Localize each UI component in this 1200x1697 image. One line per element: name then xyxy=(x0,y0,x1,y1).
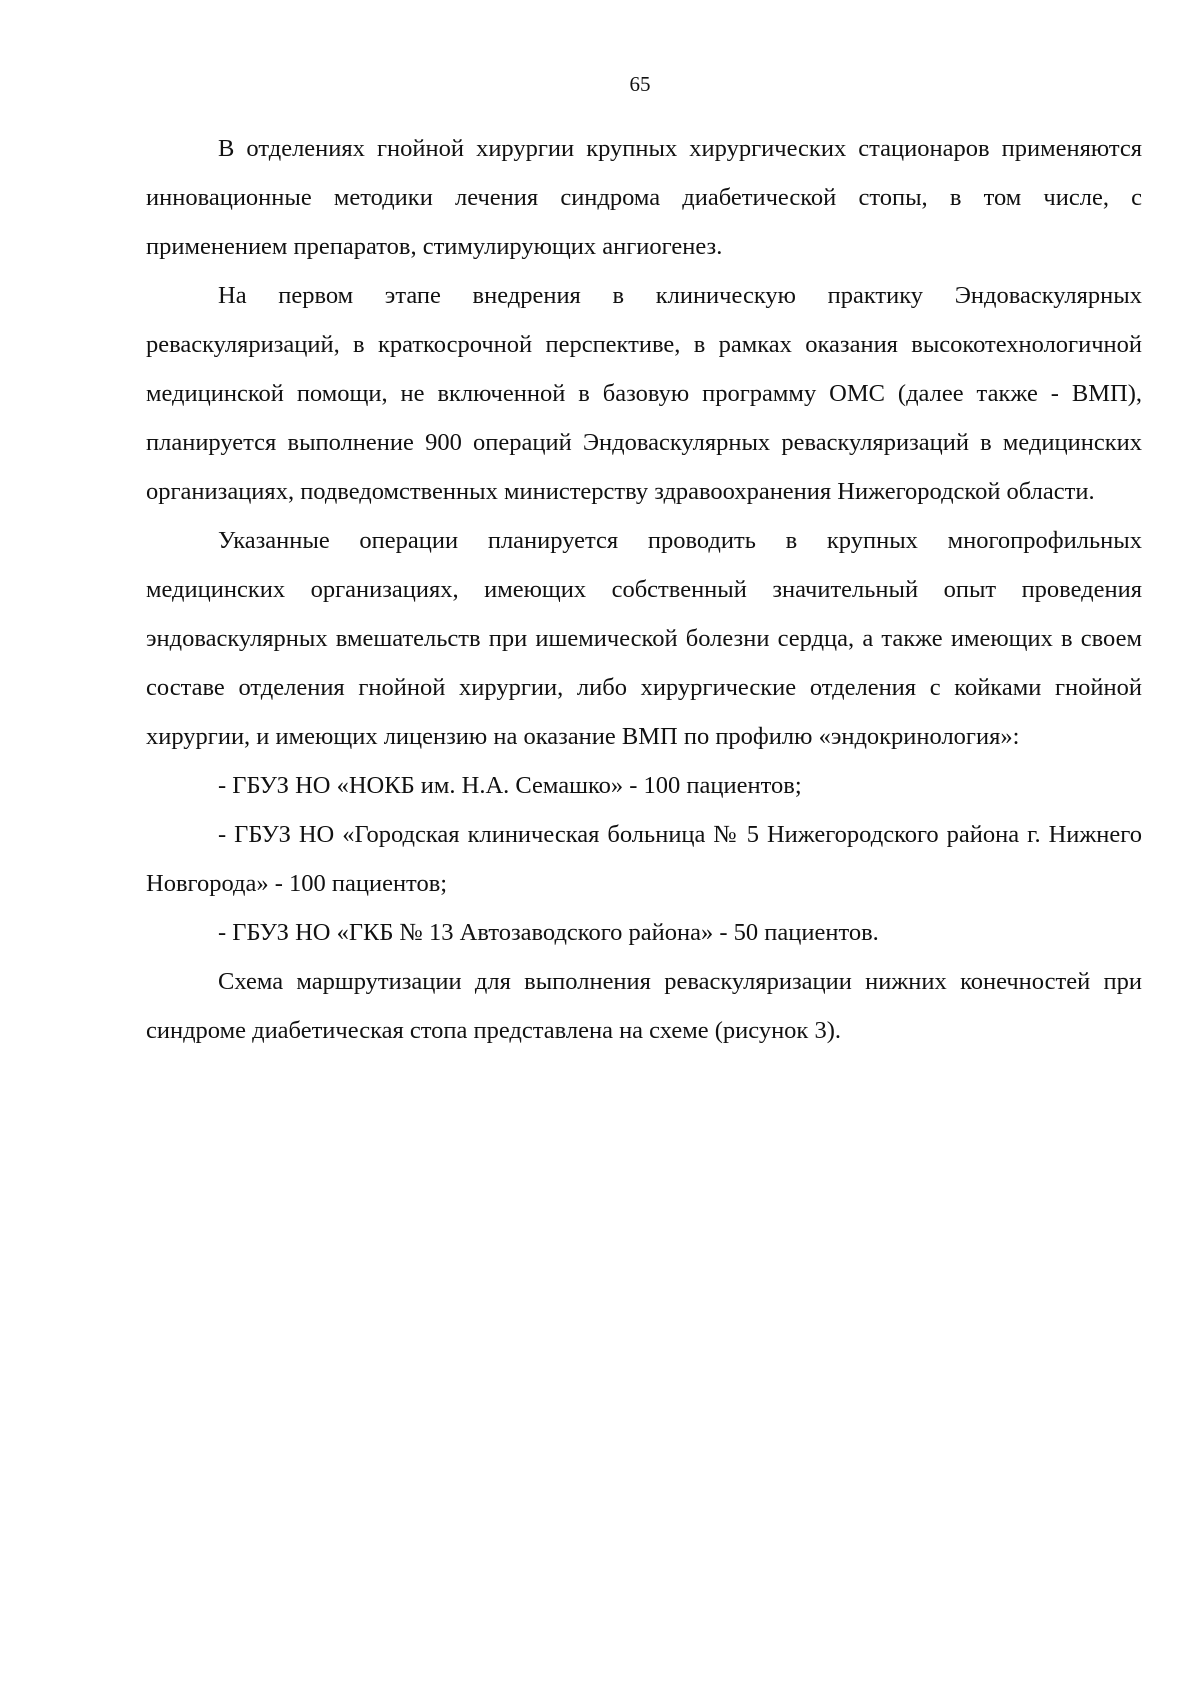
paragraph-treatment-methods: В отделениях гнойной хирургии крупных хирургических стационаров применяются инновационные методики лечения синдрома диабетической стопы, в том числе, с применением препаратов, стимулирующих ангиогенез. xyxy=(146,135,1142,260)
list-item-semashko: - ГБУЗ НО «НОКБ им. Н.А. Семашко» - 100 пациентов; xyxy=(218,772,802,799)
paragraph-routing-scheme: Схема маршрутизации для выполнения реваскуляризации нижних конечностей при синдроме диабетическая стопа представлена на схеме (рисунок 3). xyxy=(146,968,1142,1044)
list-item-gkb5: - ГБУЗ НО «Городская клиническая больница № 5 Нижегородского района г. Нижнего Новгорода» - 100 пациентов; xyxy=(146,821,1142,897)
list-item-gkb13: - ГБУЗ НО «ГКБ № 13 Автозаводского района» - 50 пациентов. xyxy=(218,919,879,946)
page-number: 65 xyxy=(629,72,651,96)
document-body xyxy=(146,124,1142,1055)
paragraph-first-stage: На первом этапе внедрения в клиническую практику Эндоваскулярных реваскуляризаций, в краткосрочной перспективе, в рамках оказания высокотехнологичной медицинской помощи, не включенной в базовую программу ОМС (далее также - ВМП), планируется выполнение 900 операций Эндоваскулярных реваскуляризаций в медицинских организациях, подведомственных министерству здравоохранения Нижегородской области. xyxy=(146,282,1142,505)
paragraph-operations-planned: Указанные операции планируется проводить в крупных многопрофильных медицинских организациях, имеющих собственный значительный опыт проведения эндоваскулярных вмешательств при ишемической болезни сердца, а также имеющих в своем составе отделения гнойной хирургии, либо хирургические отделения с койками гнойной хирургии, и имеющих лицензию на оказание ВМП по профилю «эндокринология»: xyxy=(146,527,1142,750)
